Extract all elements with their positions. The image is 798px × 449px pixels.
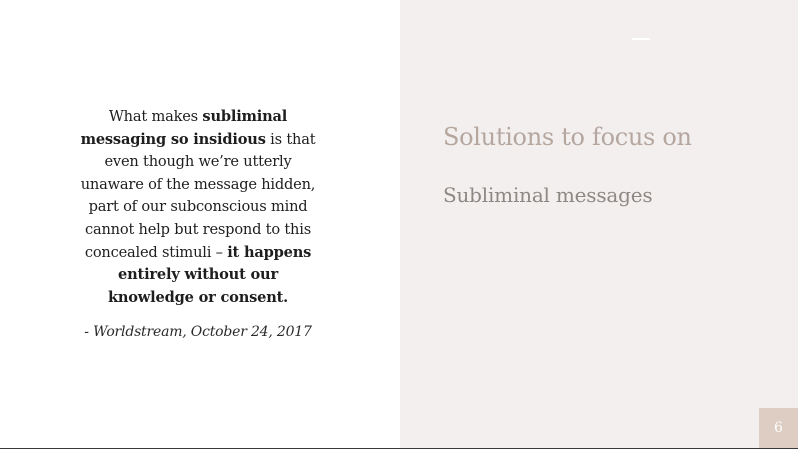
quote-attribution: - Worldstream, October 24, 2017: [84, 324, 312, 340]
quote-emphasis-2: it happens entirely without our knowledge or consent.: [107, 243, 312, 306]
page-number-badge: 6: [759, 408, 798, 448]
section-title: Solutions to focus on: [443, 123, 692, 151]
quote-part-2: is that even though we’re utterly unaware of the message hidden, part of our subconscious mind cannot help but respond to this concealed stimuli –: [80, 130, 316, 261]
quote-emphasis-1: subliminal messaging so insidious: [80, 108, 288, 148]
quote-part-1: What makes: [108, 108, 203, 125]
quote-text: [80, 106, 316, 309]
section-subtitle: Subliminal messages: [443, 183, 653, 207]
decorative-line: [632, 38, 650, 40]
topic-panel: [400, 0, 798, 448]
